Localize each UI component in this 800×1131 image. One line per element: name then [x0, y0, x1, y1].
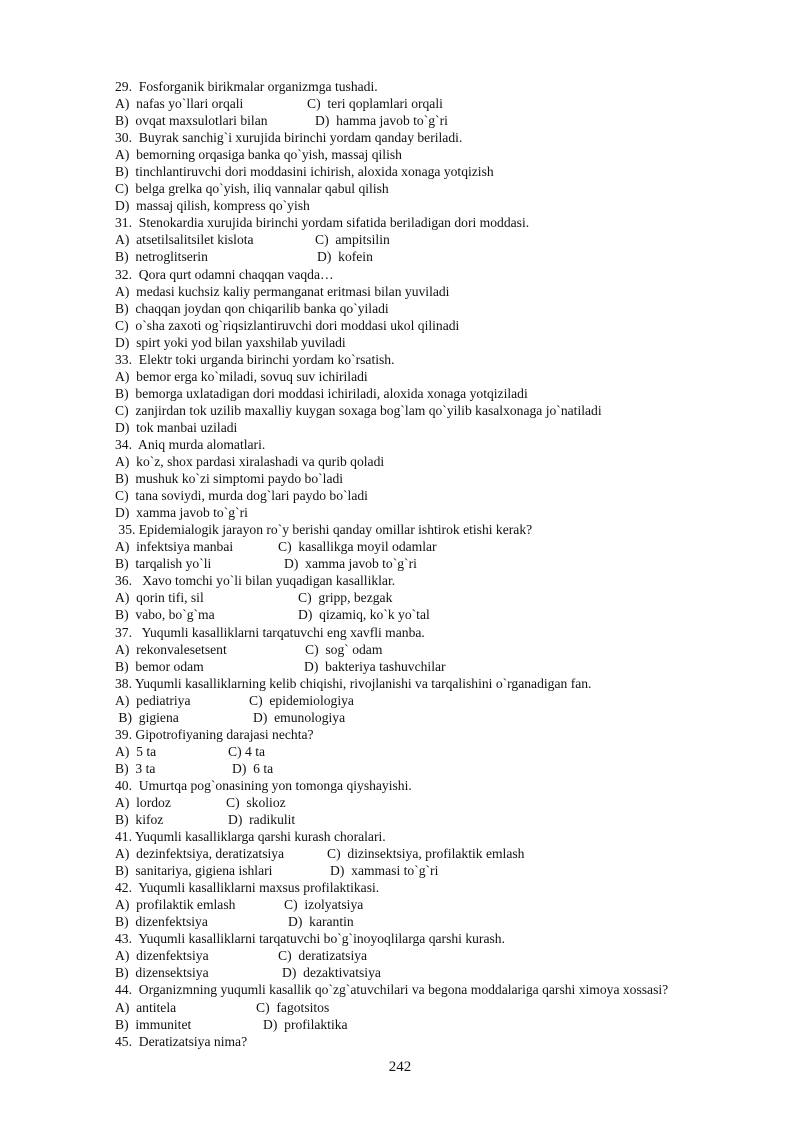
question-line — [115, 572, 755, 589]
line-text: A) pediatriya — [115, 692, 191, 708]
question-line — [115, 930, 755, 947]
second-option-text: C) deratizatsiya — [278, 948, 368, 964]
line-text: C) zanjirdan tok uzilib maxalliy kuygan soxaga bog`lam qo`yilib kasalxonaga jo`natiladi — [115, 402, 602, 418]
answer-options-row — [115, 845, 755, 862]
answer-option-line — [115, 163, 755, 180]
second-option-text: D) 6 ta — [232, 760, 274, 776]
answer-option-line — [115, 146, 755, 163]
line-text: 45. Deratizatsiya nima? — [115, 1033, 248, 1049]
answer-option-line — [115, 368, 755, 385]
second-option-text: D) dezaktivatsiya — [282, 965, 381, 981]
second-option-text: D) karantin — [288, 914, 354, 930]
second-option-text: C) dizinsektsiya, profilaktik emlash — [327, 846, 525, 862]
question-line — [115, 1033, 755, 1050]
question-line — [115, 828, 755, 845]
line-text: A) rekonvalesetsent — [115, 641, 227, 657]
answer-options-row — [115, 709, 755, 726]
second-option-text: C) sog` odam — [305, 641, 383, 657]
question-line — [115, 624, 755, 641]
line-text: 37. Yuqumli kasalliklarni tarqatuvchi eng xavfli manba. — [115, 624, 425, 640]
line-text: 36. Xavo tomchi yo`li bilan yuqadigan kasalliklar. — [115, 573, 396, 589]
answer-option-line — [115, 504, 755, 521]
line-text: A) ko`z, shox pardasi xiralashadi va qurib qoladi — [115, 454, 385, 470]
answer-options-row — [115, 862, 755, 879]
question-line — [115, 351, 755, 368]
second-option-text: C) skolioz — [226, 794, 286, 810]
answer-option-line — [115, 453, 755, 470]
line-text: 39. Gipotrofiyaning darajasi nechta? — [115, 726, 314, 742]
line-text: A) dezinfektsiya, deratizatsiya — [115, 846, 285, 862]
answer-option-line — [115, 197, 755, 214]
line-text: B) dizenfektsiya — [115, 914, 208, 930]
line-text: 44. Organizmning yuqumli kasallik qo`zg`atuvchilari va begona moddalariga qarshi ximoya xossasi? — [115, 982, 669, 998]
answer-options-row — [115, 999, 755, 1016]
line-text: 29. Fosforganik birikmalar organizmga tushadi. — [115, 79, 378, 94]
question-line — [115, 521, 755, 538]
line-text: A) profilaktik emlash — [115, 897, 236, 913]
line-text: 41. Yuqumli kasalliklarga qarshi kurash choralari. — [115, 829, 386, 845]
question-line — [115, 214, 755, 231]
answer-options-row — [115, 641, 755, 658]
line-text: A) nafas yo`llari orqali — [115, 96, 244, 112]
line-text: B) bemorga uxlatadigan dori moddasi ichiriladi, aloxida xonaga yotqiziladi — [115, 385, 528, 401]
line-text: D) spirt yoki yod bilan yaxshilab yuviladi — [115, 334, 346, 350]
second-option-text: C) gripp, bezgak — [298, 590, 393, 606]
answer-option-line — [115, 419, 755, 436]
second-option-text: D) radikulit — [228, 812, 296, 828]
line-text: B) sanitariya, gigiena ishlari — [115, 863, 273, 879]
line-text: 33. Elektr toki urganda birinchi yordam ko`rsatish. — [115, 351, 395, 367]
answer-options-row — [115, 743, 755, 760]
answer-options-row — [115, 692, 755, 709]
second-option-text: C) fagotsitos — [256, 999, 330, 1015]
answer-option-line — [115, 487, 755, 504]
line-text: D) tok manbai uziladi — [115, 419, 238, 435]
line-text: A) lordoz — [115, 794, 171, 810]
line-text: 30. Buyrak sanchig`i xurujida birinchi yordam qanday beriladi. — [115, 130, 463, 146]
second-option-text: D) profilaktika — [263, 1016, 348, 1032]
answer-option-line — [115, 385, 755, 402]
second-option-text: D) bakteriya tashuvchilar — [304, 658, 446, 674]
second-option-text: C) epidemiologiya — [249, 692, 354, 708]
line-text: A) 5 ta — [115, 743, 157, 759]
answer-option-line — [115, 180, 755, 197]
question-line — [115, 129, 755, 146]
second-option-text: D) emunologiya — [253, 709, 346, 725]
line-text: B) tinchlantiruvchi dori moddasini ichirish, aloxida xonaga yotqizish — [115, 164, 494, 180]
line-text: 40. Umurtqa pog`onasining yon tomonga qiyshayishi. — [115, 777, 412, 793]
line-text: B) netroglitserin — [115, 249, 208, 265]
question-line — [115, 777, 755, 794]
answer-options-row — [115, 964, 755, 981]
line-text: 35. Epidemialogik jarayon ro`y berishi qanday omillar ishtirok etishi kerak? — [115, 522, 533, 538]
answer-options-row — [115, 896, 755, 913]
line-text: B) vabo, bo`g`ma — [115, 607, 215, 623]
answer-options-row — [115, 913, 755, 930]
second-option-text: C) 4 ta — [228, 743, 265, 759]
question-line — [115, 675, 755, 692]
answer-options-row — [115, 811, 755, 828]
line-text: A) atsetilsalitsilet kislota — [115, 232, 254, 248]
answer-options-row — [115, 658, 755, 675]
answer-options-row — [115, 589, 755, 606]
line-text: 34. Aniq murda alomatlari. — [115, 436, 266, 452]
line-text: A) bemor erga ko`miladi, sovuq suv ichiriladi — [115, 368, 368, 384]
line-text: B) kifoz — [115, 812, 164, 828]
line-text: C) tana soviydi, murda dog`lari paydo bo`ladi — [115, 488, 368, 504]
line-text: B) immunitet — [115, 1016, 192, 1032]
line-text: A) medasi kuchsiz kaliy permanganat eritmasi bilan yuviladi — [115, 283, 450, 299]
answer-options-row — [115, 538, 755, 555]
second-option-text: D) kofein — [317, 249, 373, 265]
line-text: 43. Yuqumli kasalliklarni tarqatuvchi bo`g`inoyoqlilarga qarshi kurash. — [115, 931, 505, 947]
line-text: B) bemor odam — [115, 658, 204, 674]
question-line — [115, 436, 755, 453]
answer-options-row — [115, 794, 755, 811]
answer-options-row — [115, 231, 755, 248]
answer-options-row — [115, 1016, 755, 1033]
second-option-text: D) xammasi to`g`ri — [330, 863, 439, 879]
line-text: B) dizensektsiya — [115, 965, 209, 981]
answer-option-line — [115, 300, 755, 317]
line-text: B) 3 ta — [115, 760, 156, 776]
answer-option-line — [115, 317, 755, 334]
line-text: B) gigiena — [115, 709, 179, 725]
line-text: A) qorin tifi, sil — [115, 590, 204, 606]
answer-option-line — [115, 402, 755, 419]
question-line — [115, 726, 755, 743]
page-number: 242 — [388, 1059, 412, 1075]
line-text: A) bemorning orqasiga banka qo`yish, massaj qilish — [115, 147, 402, 163]
line-text: A) infektsiya manbai — [115, 539, 234, 555]
line-text: A) dizenfektsiya — [115, 948, 209, 964]
line-text: A) antitela — [115, 999, 177, 1015]
second-option-text: C) ampitsilin — [315, 232, 390, 248]
answer-options-row — [115, 112, 755, 129]
second-option-text: C) kasallikga moyil odamlar — [278, 539, 437, 555]
line-text: 42. Yuqumli kasalliklarni maxsus profilaktikasi. — [115, 880, 380, 896]
second-option-text: C) teri qoplamlari orqali — [307, 96, 443, 112]
answer-options-row — [115, 555, 755, 572]
answer-option-line — [115, 470, 755, 487]
second-option-text: D) qizamiq, ko`k yo`tal — [298, 607, 430, 623]
answer-options-row — [115, 606, 755, 623]
line-text: 31. Stenokardia xurujida birinchi yordam sifatida beriladigan dori moddasi. — [115, 215, 530, 231]
answer-options-row — [115, 947, 755, 964]
question-line — [115, 879, 755, 896]
line-text: B) tarqalish yo`li — [115, 556, 212, 572]
question-line — [115, 981, 755, 998]
line-text: B) chaqqan joydan qon chiqarilib banka qo`yiladi — [115, 300, 389, 316]
question-list — [115, 78, 755, 1050]
second-option-text: C) izolyatsiya — [284, 897, 364, 913]
answer-option-line — [115, 283, 755, 300]
line-text: 38. Yuqumli kasalliklarning kelib chiqishi, rivojlanishi va tarqalishini o`rganadigan fan. — [115, 675, 592, 691]
answer-options-row — [115, 248, 755, 265]
line-text: 32. Qora qurt odamni chaqqan vaqda… — [115, 266, 334, 282]
line-text: B) ovqat maxsulotlari bilan — [115, 113, 268, 129]
answer-option-line — [115, 334, 755, 351]
line-text: C) belga grelka qo`yish, iliq vannalar qabul qilish — [115, 181, 389, 197]
answer-options-row — [115, 760, 755, 777]
line-text: C) o`sha zaxoti og`riqsizlantiruvchi dori moddasi ukol qilinadi — [115, 317, 460, 333]
question-line — [115, 78, 755, 95]
line-text: D) xamma javob to`g`ri — [115, 505, 248, 521]
line-text: B) mushuk ko`zi simptomi paydo bo`ladi — [115, 471, 344, 487]
second-option-text: D) hamma javob to`g`ri — [315, 113, 448, 129]
answer-options-row — [115, 95, 755, 112]
second-option-text: D) xamma javob to`g`ri — [284, 556, 417, 572]
line-text: D) massaj qilish, kompress qo`yish — [115, 198, 310, 214]
question-line — [115, 266, 755, 283]
